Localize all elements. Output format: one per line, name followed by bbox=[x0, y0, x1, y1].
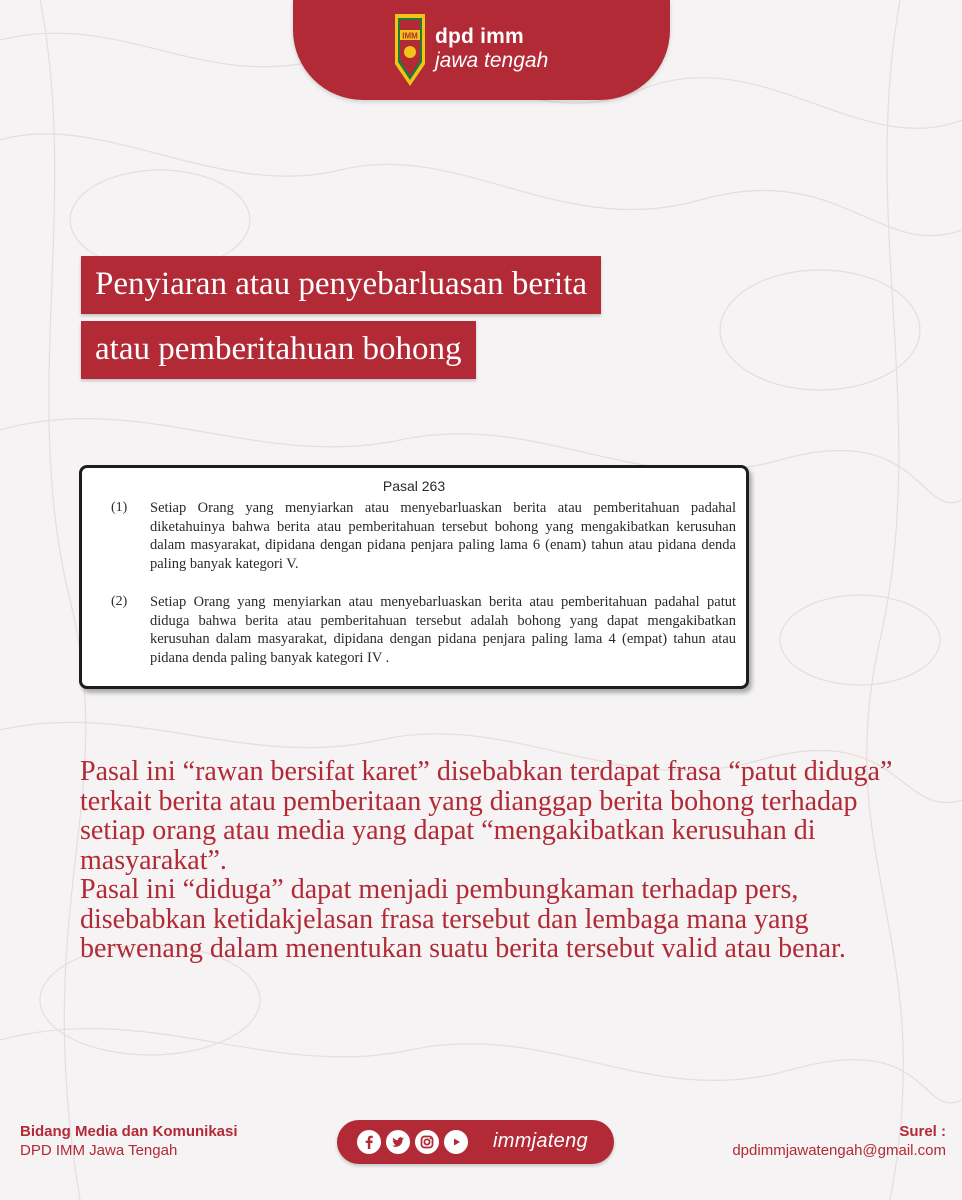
clause-text: Setiap Orang yang menyiarkan atau menyebarluaskan berita atau pemberitahuan padahal patut diduga bahwa berita atau pemberitahuan tersebut adalah bohong yang dapat mengakibatkan kerusuhan dalam masyarakat, dipidana dengan pidana penjara paling lama 4 (empat) tahun atau pidana denda paling banyak kategori IV . bbox=[150, 594, 736, 666]
commentary-paragraph: Pasal ini “diduga” dapat menjadi pembungkaman terhadap pers, disebabkan ketidakjelasan frasa tersebut dan lembaga mana yang berwenang dalam menentukan suatu berita tersebut valid atau benar. bbox=[80, 874, 846, 964]
imm-logo bbox=[393, 14, 427, 86]
brand-line1: dpd imm bbox=[435, 25, 524, 48]
footer-credits bbox=[20, 1122, 238, 1160]
instagram-icon[interactable] bbox=[415, 1130, 439, 1154]
header-banner bbox=[293, 0, 670, 100]
organization-name: DPD IMM Jawa Tengah bbox=[20, 1142, 178, 1159]
social-media-bar[interactable] bbox=[337, 1120, 614, 1164]
title-line1: Penyiaran atau penyebarluasan berita bbox=[81, 256, 601, 314]
commentary-paragraph: Pasal ini “rawan bersifat karet” disebabkan terdapat frasa “patut diduga” terkait berita atau pemberitaan yang dianggap berita bohong terhadap setiap orang atau media yang dapat “mengakibatkan kerusuhan di masyarakat”. bbox=[80, 756, 893, 876]
clause-number: (1) bbox=[111, 500, 128, 515]
email-label: Surel : bbox=[899, 1123, 946, 1140]
department-name: Bidang Media dan Komunikasi bbox=[20, 1123, 238, 1140]
commentary bbox=[80, 757, 910, 964]
twitter-icon[interactable] bbox=[386, 1130, 410, 1154]
brand-name bbox=[435, 26, 548, 71]
article-heading: Pasal 263 bbox=[382, 478, 446, 494]
youtube-icon[interactable] bbox=[444, 1130, 468, 1154]
social-handle[interactable]: immjateng bbox=[493, 1130, 588, 1152]
svg-text:IMM: IMM bbox=[402, 31, 418, 41]
facebook-icon[interactable] bbox=[357, 1130, 381, 1154]
title-line2: atau pemberitahuan bohong bbox=[81, 321, 476, 379]
clause-text: Setiap Orang yang menyiarkan atau menyebarluaskan berita atau pemberitahuan padahal diketahuinya bahwa berita atau pemberitahuan tersebut bohong yang mengakibatkan kerusuhan dalam masyarakat, dipidana dengan pidana penjara paling lama 6 (enam) tahun atau pidana denda paling banyak kategori V. bbox=[150, 500, 736, 572]
clause-number: (2) bbox=[111, 594, 128, 609]
brand-line2: jawa tengah bbox=[435, 49, 549, 72]
email-address[interactable]: dpdimmjawatengah@gmail.com bbox=[732, 1142, 946, 1159]
law-excerpt-box bbox=[79, 465, 749, 689]
footer-contact bbox=[732, 1122, 946, 1160]
